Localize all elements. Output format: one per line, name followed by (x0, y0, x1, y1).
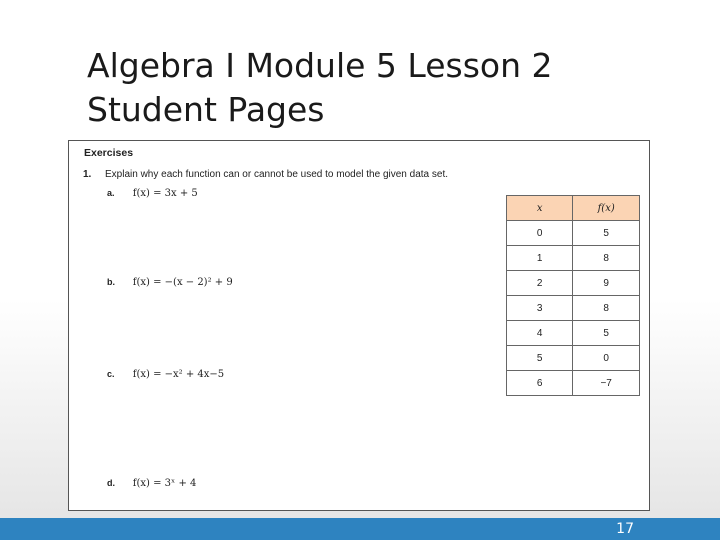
table-row (507, 296, 640, 321)
table-cell-fx: 9 (573, 271, 640, 296)
data-table (506, 195, 640, 396)
table-cell-x: 3 (507, 296, 573, 321)
table-cell-x: 2 (507, 271, 573, 296)
table-cell-fx: 5 (573, 321, 640, 346)
part-d-formula: f(x) = 3ˣ + 4 (132, 478, 197, 489)
table-cell-fx: 8 (573, 246, 640, 271)
table-row (507, 371, 640, 396)
table-header-fx: f(x) (573, 196, 640, 221)
question-number: 1. (83, 169, 92, 180)
table-cell-x: 4 (507, 321, 573, 346)
table-row (507, 246, 640, 271)
page-number: 17 (616, 521, 634, 537)
table-cell-x: 6 (507, 371, 573, 396)
part-a (107, 188, 198, 199)
table-header-x: x (507, 196, 573, 221)
table-cell-x: 0 (507, 221, 573, 246)
worksheet-page (68, 140, 650, 511)
part-d-label: d. (107, 478, 115, 488)
table-cell-fx: −7 (573, 371, 640, 396)
part-c (107, 369, 224, 380)
part-b-label: b. (107, 277, 115, 287)
part-b-formula: f(x) = −(x − 2)² + 9 (132, 277, 233, 288)
question-prompt: Explain why each function can or cannot be used to model the given data set. (105, 169, 448, 180)
part-c-formula: f(x) = −x² + 4x−5 (132, 369, 225, 380)
table-header-row (507, 196, 640, 221)
slide-title (87, 44, 647, 132)
table-row (507, 271, 640, 296)
table-row (507, 346, 640, 371)
part-c-label: c. (107, 369, 115, 379)
table-cell-x: 1 (507, 246, 573, 271)
part-a-label: a. (107, 188, 115, 198)
table-row (507, 221, 640, 246)
table-cell-x: 5 (507, 346, 573, 371)
slide-title-line-2: Student Pages (87, 90, 325, 129)
exercises-heading: Exercises (84, 147, 134, 159)
table-row (507, 321, 640, 346)
part-d (107, 478, 196, 489)
table-cell-fx: 8 (573, 296, 640, 321)
part-b (107, 277, 233, 288)
footer-bar (0, 518, 720, 540)
part-a-formula: f(x) = 3x + 5 (132, 188, 198, 199)
table-cell-fx: 0 (573, 346, 640, 371)
slide-title-line-1: Algebra I Module 5 Lesson 2 (87, 46, 553, 85)
table-cell-fx: 5 (573, 221, 640, 246)
